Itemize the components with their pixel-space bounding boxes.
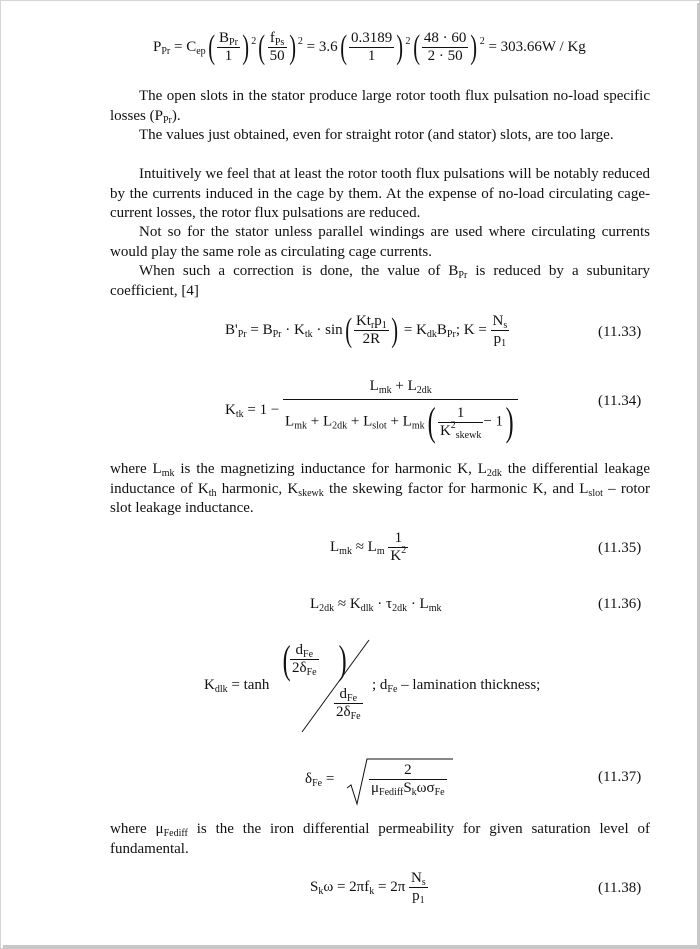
eq-fraction xyxy=(388,530,408,565)
eq-symbol: S xyxy=(310,878,319,895)
eq-symbol: C xyxy=(186,38,197,55)
eq-symbol: f xyxy=(269,30,275,46)
equation-11-37 xyxy=(305,756,505,811)
eq-sub: Fe xyxy=(306,667,317,678)
eq-symbol: d xyxy=(339,686,348,702)
text: is the magnetizing inductance for harmonic K, L xyxy=(174,461,487,477)
eq-symbol: L xyxy=(310,596,320,612)
eq-symbol: ≈ K xyxy=(337,596,361,612)
equation-11-33: $B'_{Pr} = B_{Pr} \cdot K_{tk} \cdot \sin$( $\frac{Kt_rp_1}{2R}$ ) = $K_{dk}B_{Pr}$; K = $\frac{N_s}{p_1}$ xyxy=(225,311,508,349)
text-sub: slot xyxy=(588,487,603,499)
eq-symbol: + L xyxy=(390,413,412,430)
paragraph-where-lmk xyxy=(110,460,650,519)
eq-symbol: μ xyxy=(371,780,380,796)
eq-symbol: · τ xyxy=(377,596,393,612)
eq-sub: 2dk xyxy=(416,385,432,396)
paragraph-open-slots xyxy=(110,87,650,126)
eq-sub: mk xyxy=(378,385,392,396)
eq-fraction xyxy=(369,762,447,797)
eq-sub: k xyxy=(369,885,375,897)
eq-sub: dlk xyxy=(360,603,374,614)
eq-symbol: ; d xyxy=(372,677,388,693)
eq-symbol: ≈ L xyxy=(355,538,377,555)
eq-symbol: ω = 2πf xyxy=(323,878,370,895)
eq-symbol: = 1 − xyxy=(247,401,280,418)
eq-sub: s xyxy=(503,320,508,331)
eq-den: 2R xyxy=(354,330,389,348)
text: the skewing factor for harmonic K, and L xyxy=(323,480,589,497)
eq-sub: slot xyxy=(372,420,387,432)
text: Not so for the stator unless parallel windings are used where circulating currents would play the same role as circulating cage currents. xyxy=(110,224,650,260)
eq-symbol: K xyxy=(439,422,451,439)
eq-symbol: K xyxy=(390,548,402,564)
paragraph-where-mu xyxy=(110,820,650,859)
paragraph-stator xyxy=(110,223,650,262)
eq-symbol: K xyxy=(225,401,236,418)
eq-symbol: – lamination thickness; xyxy=(397,677,541,693)
eq-fraction: $L_{mk} + L_{2dk}$ $L_{mk} + L_{2dk} + L_{slot} + L_{mk}$( $\frac{1}{K^2_{skewk}}$ − 1) xyxy=(283,378,518,442)
paragraph-intuitively xyxy=(110,165,650,224)
eq-paren: ( xyxy=(282,637,291,682)
eq-sup: 2 xyxy=(251,35,257,47)
equation-number: (11.36) xyxy=(598,596,642,612)
eq-sub: Fe xyxy=(350,711,361,722)
eq-sup: 2 xyxy=(401,545,407,556)
equation-number: (11.33) xyxy=(598,324,642,340)
eq-fraction xyxy=(438,405,483,440)
eq-symbol: p xyxy=(493,331,502,347)
eq-sub: s xyxy=(421,877,426,888)
text-sub: th xyxy=(208,487,217,499)
eq-symbol: − 1 xyxy=(483,413,504,430)
eq-num: 1 xyxy=(394,530,403,546)
eq-den: 50 xyxy=(269,48,285,64)
eq-sub: Pr xyxy=(237,328,247,340)
eq-num: 2 xyxy=(404,762,412,778)
paragraph-values xyxy=(110,126,650,146)
eq-sub: tk xyxy=(235,408,244,420)
text: the differential leakage inductance of K xyxy=(110,461,651,497)
eq-sub: Pr xyxy=(272,328,282,340)
text: is reduced by a subunitary coefficient, [4] xyxy=(110,263,650,299)
text-sub: Pr xyxy=(162,114,172,126)
equation-number: (11.37) xyxy=(598,769,642,785)
eq-symbol: d xyxy=(295,642,304,658)
eq-symbol: · sin xyxy=(316,321,343,338)
eq-symbol: L xyxy=(330,538,340,555)
text: is the the iron differential permeability for given saturation level of fundamental. xyxy=(110,821,651,857)
eq-sub: Ps xyxy=(274,37,285,48)
eq-symbol: · L xyxy=(410,596,429,612)
text: where μ xyxy=(110,821,164,837)
text-sub: 2dk xyxy=(486,468,502,479)
eq-num: 0.3189 xyxy=(350,30,393,46)
paragraph-correction xyxy=(110,262,650,301)
eq-symbol: B xyxy=(219,30,230,46)
eq-sub: Fe xyxy=(387,684,398,695)
equation-number: (11.34) xyxy=(598,393,642,409)
eq-symbol: N xyxy=(411,870,422,886)
equation-11-38 xyxy=(310,870,428,905)
eq-fraction xyxy=(349,30,394,65)
eq-fraction xyxy=(422,30,469,65)
text: harmonic, K xyxy=(216,480,299,497)
eq-sup: 2 xyxy=(450,419,456,431)
eq-symbol: p xyxy=(374,313,382,329)
text-sub: skewk xyxy=(298,487,324,499)
eq-sub: 1 xyxy=(381,320,387,331)
equation-number: (11.38) xyxy=(598,880,642,896)
equation-kdlk xyxy=(204,636,604,736)
eq-symbol: + L xyxy=(395,378,417,394)
eq-symbol: Kt xyxy=(355,313,371,329)
eq-sub: dlk xyxy=(214,684,228,695)
text: The open slots in the stator produce large rotor tooth flux pulsation no-load specific losses (P xyxy=(110,88,650,124)
eq-symbol: B xyxy=(436,321,447,338)
eq-sub: Pr xyxy=(229,37,238,48)
eq-fraction xyxy=(268,30,287,65)
eq-num: 1 xyxy=(456,404,465,421)
eq-sub: m xyxy=(376,545,385,557)
eq-sub: skewk xyxy=(455,429,482,441)
eq-sub: mk xyxy=(294,420,307,432)
eq-result: = 303.66W / Kg xyxy=(488,38,586,55)
text-sub: Fediff xyxy=(163,828,188,839)
eq-symbol: S xyxy=(403,780,412,796)
eq-sub: r xyxy=(370,320,375,331)
text: – rotor slot leakage inductance. xyxy=(110,480,650,516)
eq-den: 1 xyxy=(217,47,240,65)
eq-symbol: K xyxy=(204,677,215,693)
eq-symbol: = xyxy=(325,771,335,787)
eq-sub: ep xyxy=(196,45,206,57)
eq-sub: Fediff xyxy=(379,787,404,798)
eq-fraction xyxy=(334,686,363,721)
eq-symbol: ωσ xyxy=(416,780,435,796)
eq-sub: Fe xyxy=(303,649,314,660)
eq-sub: mk xyxy=(411,420,425,432)
eq-sub: 1 xyxy=(419,895,425,906)
eq-sup: 2 xyxy=(405,35,411,47)
eq-sub: 2dk xyxy=(319,603,335,614)
eq-fraction xyxy=(354,313,389,348)
eq-sub: Pr xyxy=(161,45,171,57)
eq-symbol: p xyxy=(412,888,420,904)
eq-symbol: ; K = xyxy=(455,321,487,338)
eq-fraction xyxy=(217,30,240,65)
eq-den: 1 xyxy=(349,47,394,65)
eq-symbol: L xyxy=(285,413,295,430)
eq-paren: ) xyxy=(338,637,347,682)
eq-sub: 1 xyxy=(501,338,507,349)
eq-sup: 2 xyxy=(297,35,303,47)
eq-symbol: = 2π xyxy=(378,878,406,895)
eq-sub: 2dk xyxy=(332,420,348,432)
eq-symbol: δ xyxy=(305,771,313,787)
eq-symbol: = tanh xyxy=(231,677,270,693)
text: ). xyxy=(171,107,181,124)
text: Intuitively we feel that at least the rotor tooth flux pulsations will be notably reduced by the currents induced in the cage by them. At the expense of no-load circulating cage-current losses, the rotor flux pulsations are reduced. xyxy=(110,166,650,221)
eq-sup: 2 xyxy=(479,35,485,47)
eq-sub: mk xyxy=(339,545,352,557)
eq-symbol: P xyxy=(153,38,162,55)
eq-sub: 2dk xyxy=(392,603,408,614)
equation-11-34 xyxy=(225,378,518,442)
text: where L xyxy=(110,461,162,477)
eq-sub: Fe xyxy=(434,787,445,798)
eq-symbol: L xyxy=(369,378,379,394)
eq-sub: dk xyxy=(426,328,437,340)
text-sub: Pr xyxy=(458,270,468,281)
equation-pulsation-loss: $P_{Pr} = C_{ep}$( $\frac{B_{Pr}}{1}$ ) $^2$( $\frac{f_{Ps}}{50}$ ) $^2$ = 3.6( $\frac{0.3189}{1}$ ) $^2$( $\frac{48 \cdot 60}{2 \cdot 50}$ ) $^2$ = 303.66W / Kg xyxy=(153,28,586,66)
text: When such a correction is done, the value of B xyxy=(139,263,459,279)
text-sub: mk xyxy=(161,468,175,479)
equation-11-35 xyxy=(330,530,408,565)
text: The values just obtained, even for straight rotor (and stator) slots, are too large. xyxy=(139,127,614,143)
eq-symbol: + L xyxy=(350,413,373,430)
eq-num: 48 · 60 xyxy=(423,30,467,46)
page-shadow-bottom xyxy=(3,945,698,949)
eq-symbol: B' xyxy=(225,321,238,338)
eq-sub: Fe xyxy=(312,778,323,789)
eq-symbol: 2δ xyxy=(336,704,351,720)
eq-symbol: · K xyxy=(285,321,305,338)
eq-fraction xyxy=(409,870,428,905)
equation-11-36 xyxy=(310,596,442,613)
eq-sub: Fe xyxy=(347,693,358,704)
eq-symbol: N xyxy=(492,313,504,329)
eq-num: 3.6 xyxy=(318,38,338,55)
eq-sub: k xyxy=(318,885,324,897)
eq-den: 2 · 50 xyxy=(422,47,469,65)
eq-sub: tk xyxy=(304,328,313,340)
eq-symbol: = K xyxy=(403,321,427,338)
eq-symbol: 2δ xyxy=(292,660,307,676)
eq-sub: k xyxy=(411,787,417,798)
eq-sub: Pr xyxy=(446,328,456,340)
eq-symbol: = B xyxy=(250,321,273,338)
eq-sub: mk xyxy=(428,603,442,614)
eq-fraction xyxy=(491,313,510,348)
eq-symbol: + L xyxy=(310,413,333,430)
equation-number: (11.35) xyxy=(598,540,642,556)
